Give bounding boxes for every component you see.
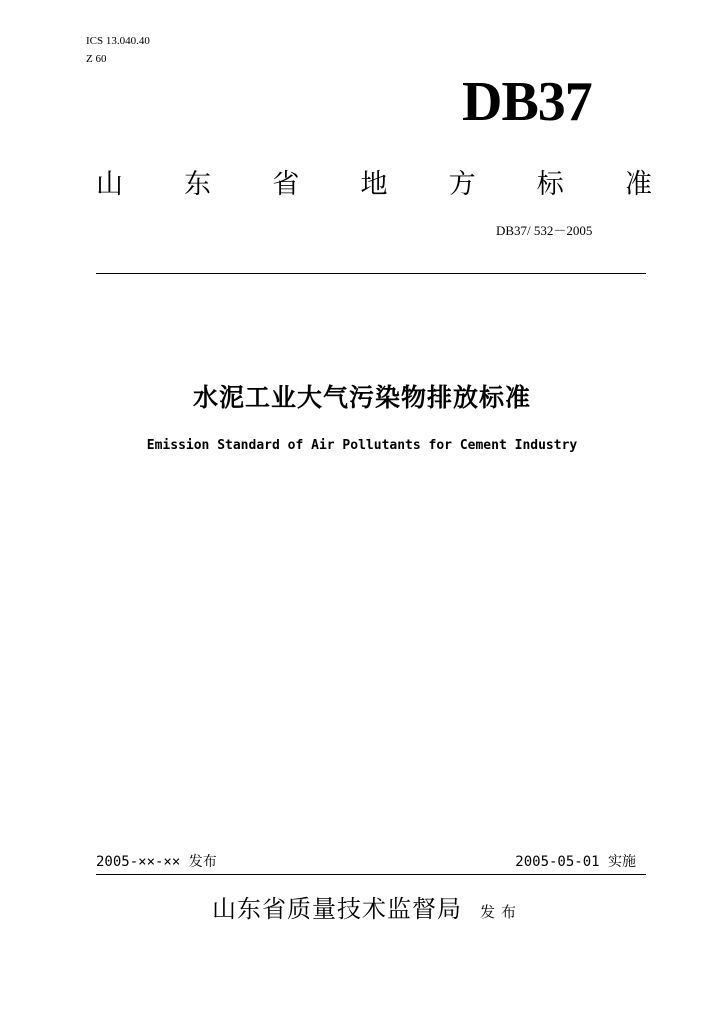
issuer-action: 发布 xyxy=(480,903,523,921)
province-title-char: 地 xyxy=(360,169,388,200)
issuing-authority: 山东省质量技术监督局 xyxy=(212,895,462,923)
province-title-char: 标 xyxy=(536,169,564,200)
classification-code: Z 60 xyxy=(86,53,107,65)
province-standard-title xyxy=(96,168,652,202)
ics-code: ICS 13.040.40 xyxy=(86,35,150,47)
top-divider xyxy=(96,273,646,274)
province-title-char: 方 xyxy=(448,169,476,200)
db-code: DB37 xyxy=(462,71,592,133)
document-title-chinese: 水泥工业大气污染物排放标准 xyxy=(192,383,531,412)
issuer-line xyxy=(212,893,522,925)
province-title-char: 省 xyxy=(272,169,300,200)
effective-date: 2005-05-01 实施 xyxy=(515,854,636,870)
issue-date: 2005-××-×× 发布 xyxy=(96,854,217,870)
province-title-char: 准 xyxy=(624,169,652,200)
province-title-char: 东 xyxy=(184,169,212,200)
province-title-char: 山 xyxy=(96,169,123,200)
bottom-divider xyxy=(96,874,646,875)
document-title-english: Emission Standard of Air Pollutants for Cement Industry xyxy=(146,438,578,453)
standard-number: DB37/ 532－2005 xyxy=(496,223,593,238)
